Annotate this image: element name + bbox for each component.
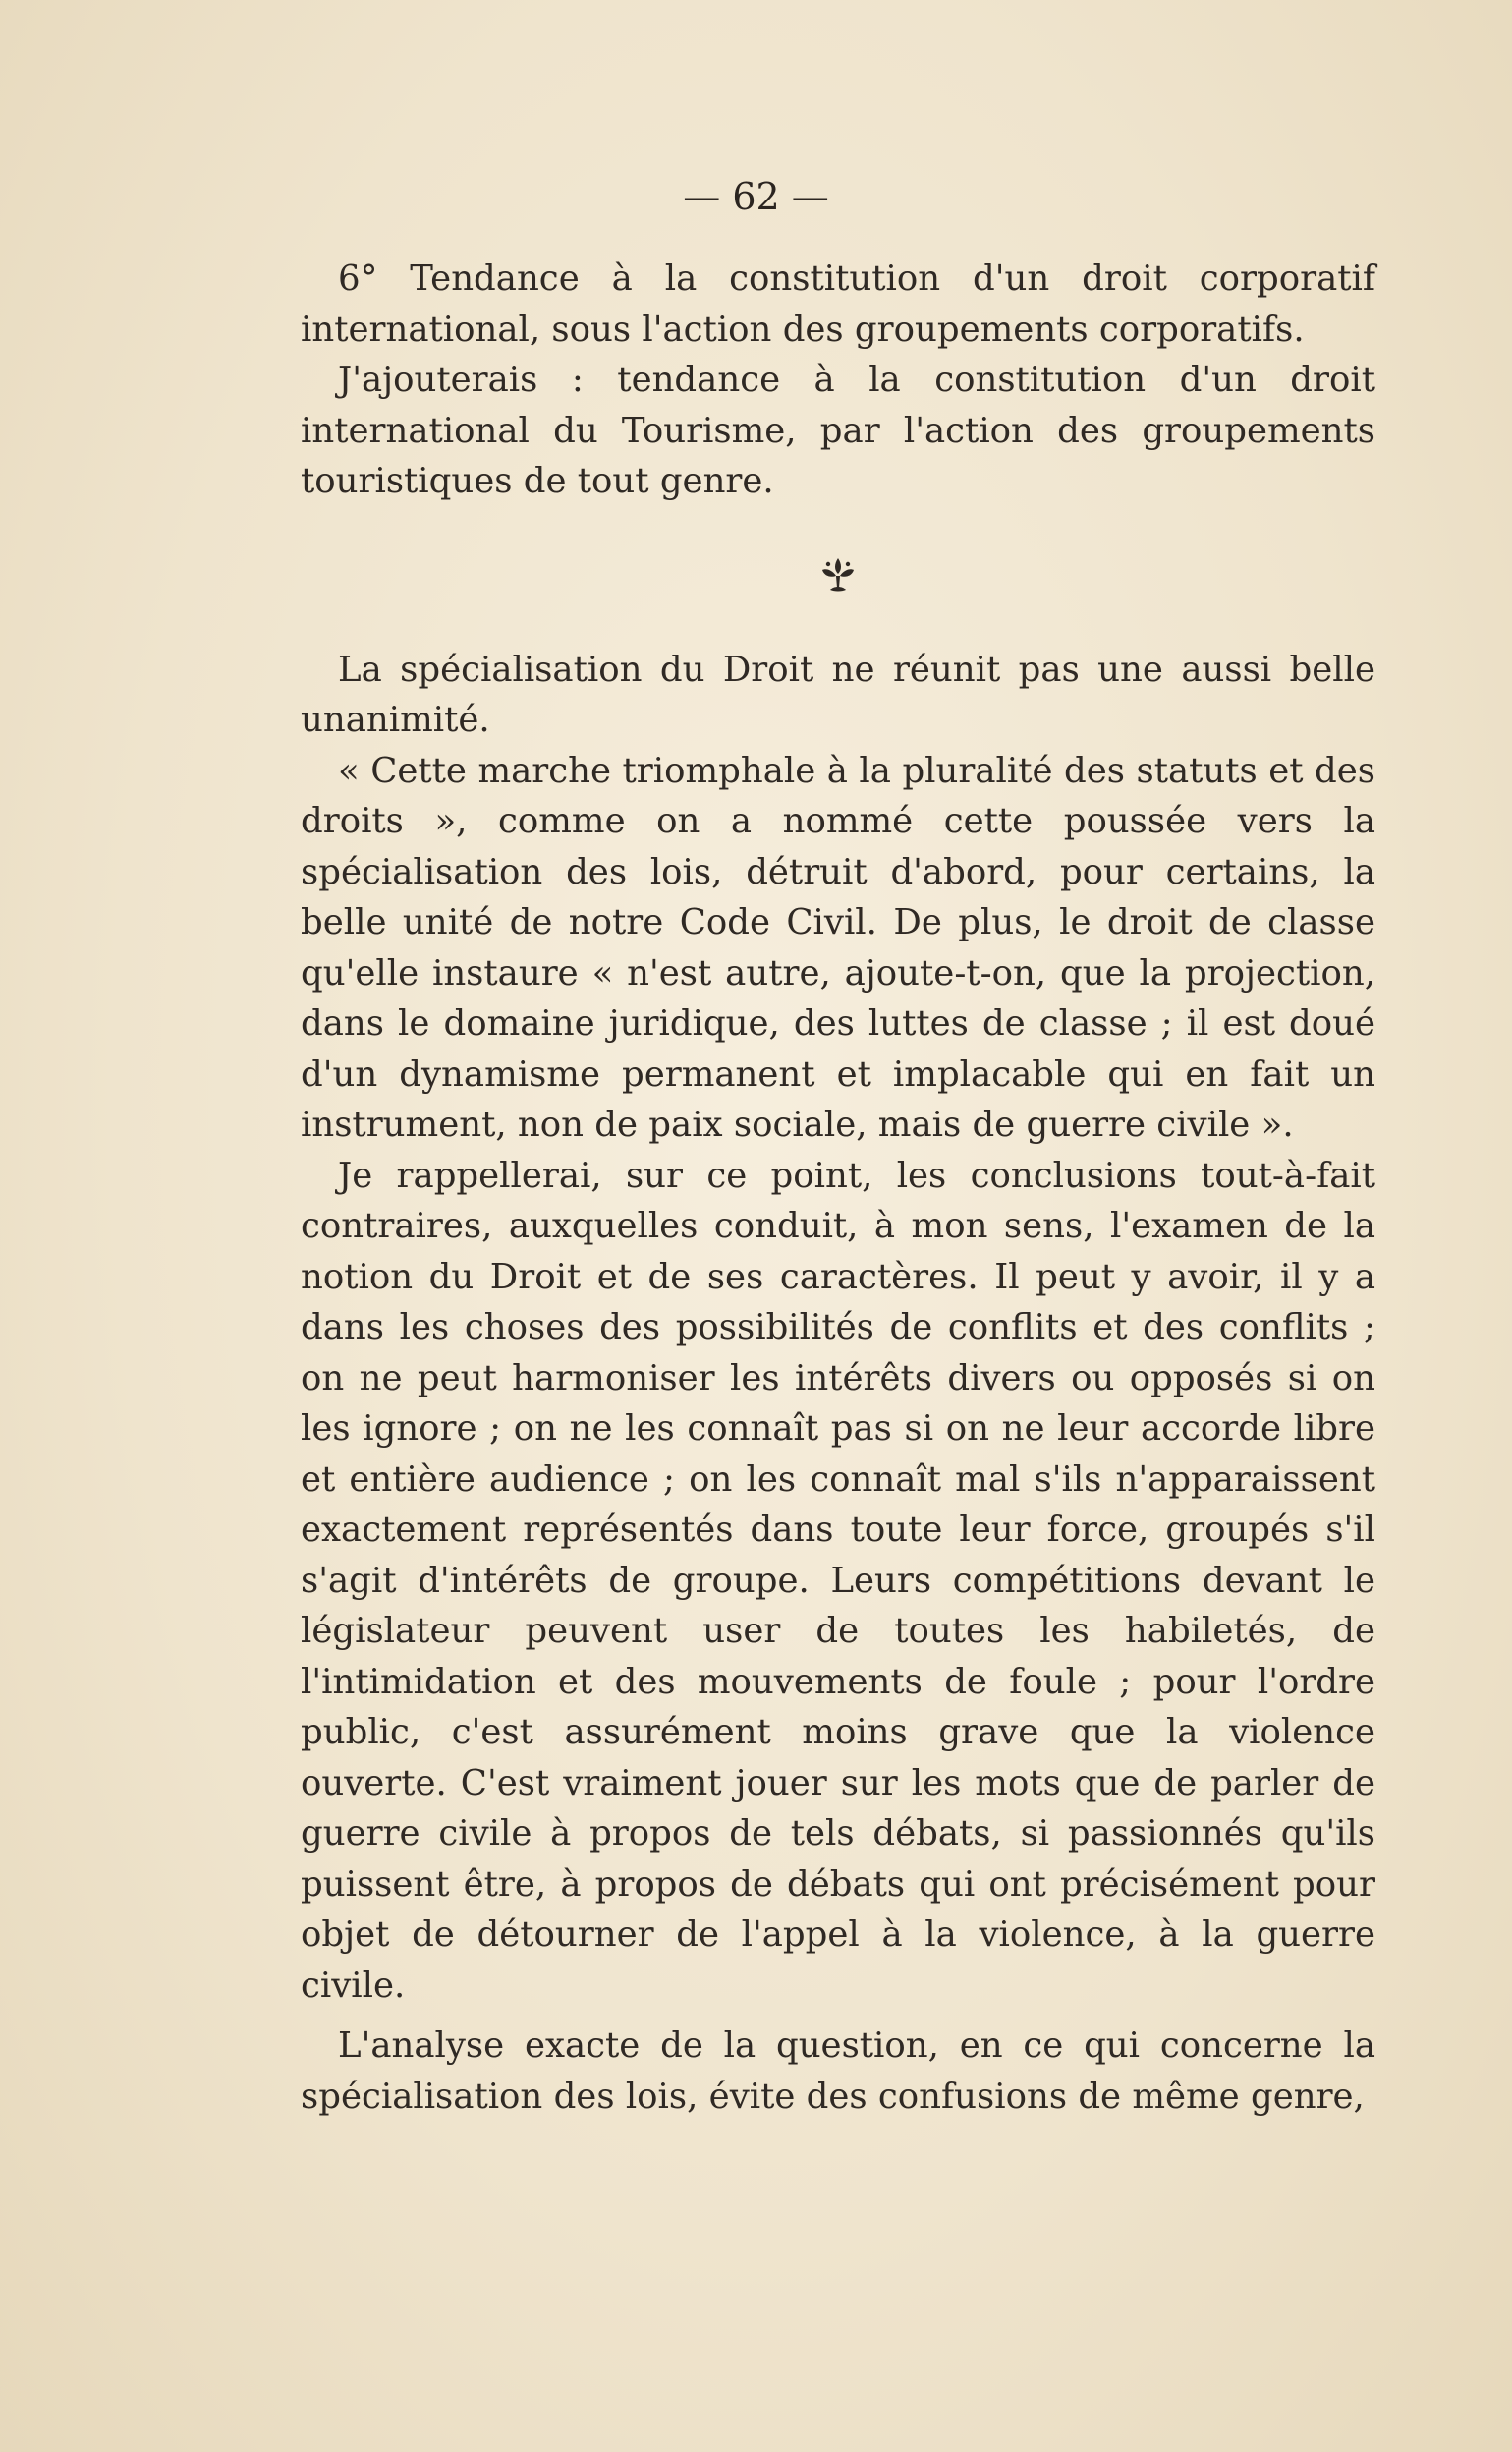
- paragraph-conclusions: Je rappellerai, sur ce point, les conclusions tout-à-fait contraires, auxquelles conduit, à mon sens, l'examen de la notion du Droit et de ses caractères. Il peut y avoir, il y a dans les choses des possibilités de conflits et des conflits ; on ne peut harmoniser les intérêts divers ou opposés si on les ignore ; on ne les connaît pas si on ne leur accorde libre et entière audience ; on les connaît mal s'ils n'apparaissent exactement représentés dans toute leur force, groupés s'il s'agit d'intérêts de groupe. Leurs compétitions devant le législateur peuvent user de toutes les habiletés, de l'intimidation et des mouvements de foule ; pour l'ordre public, c'est assurément moins grave que la violence ouverte. C'est vraiment jouer sur les mots que de parler de guerre civile à propos de tels débats, si passionnés qu'ils puissent être, à propos de débats qui ont précisément pour objet de détourner de l'appel à la violence, à la guerre civile.: [301, 1155, 1375, 2006]
- paragraph-tendance-corporatif: 6° Tendance à la constitution d'un droit corporatif international, sous l'action des groupements corporatifs.: [301, 258, 1375, 350]
- fleuron-icon: [816, 554, 860, 598]
- body-text: [301, 254, 1375, 2122]
- paragraph-analyse: L'analyse exacte de la question, en ce qui concerne la spécialisation des lois, évite des confusions de même genre,: [301, 2025, 1375, 2117]
- page-number: — 62 —: [683, 175, 829, 218]
- section-ornament: [301, 507, 1375, 645]
- paragraph-specialisation: La spécialisation du Droit ne réunit pas une aussi belle unanimité.: [301, 649, 1375, 740]
- paragraph-marche-triomphale: « Cette marche triomphale à la pluralité des statuts et des droits », comme on a nommé cette poussée vers la spécialisation des lois, détruit d'abord, pour certains, la belle unité de notre Code Civil. De plus, le droit de classe qu'elle instaure « n'est autre, ajoute-t-on, que la projection, dans le domaine juridique, des luttes de classe ; il est doué d'un dynamisme permanent et implacable qui en fait un instrument, non de paix sociale, mais de guerre civile ».: [301, 750, 1375, 1145]
- paragraph-tourisme: J'ajouterais : tendance à la constitution d'un droit international du Tourisme, par l'action des groupements touristiques de tout genre.: [301, 360, 1375, 501]
